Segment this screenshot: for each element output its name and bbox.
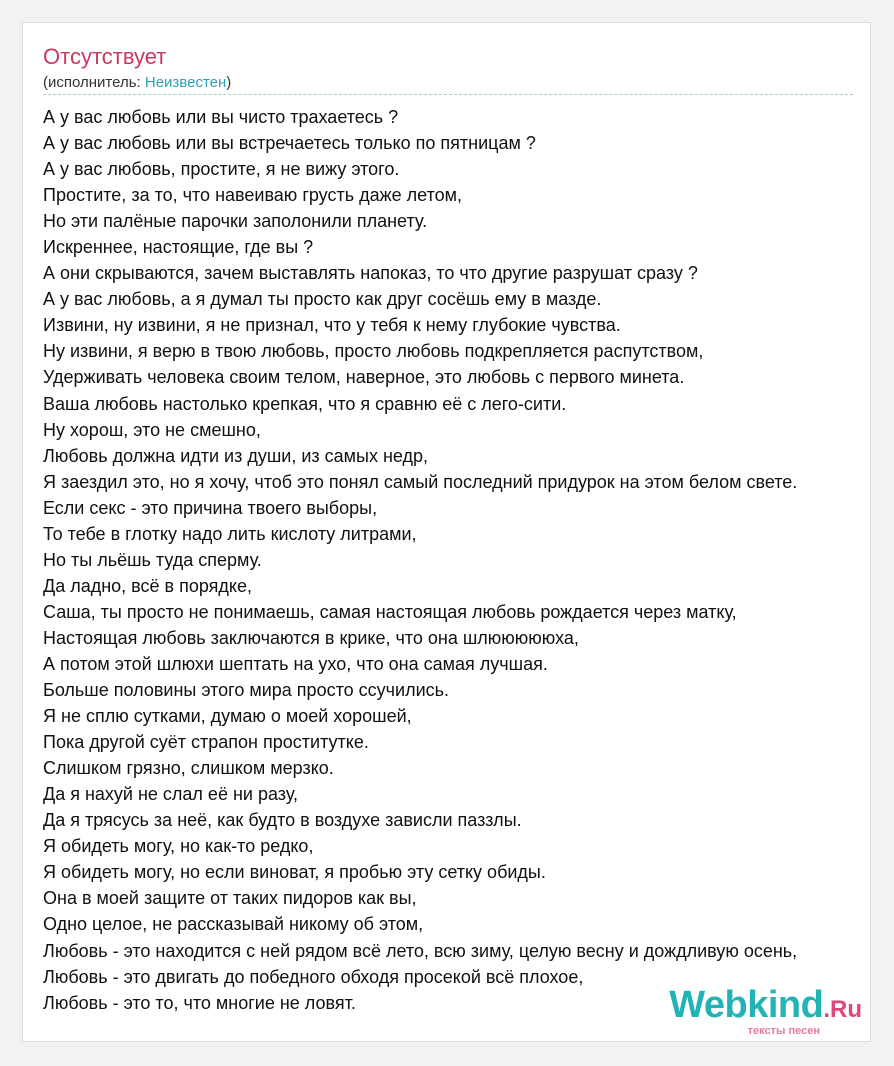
lyric-line: Простите, за то, что навеиваю грусть даже летом,	[43, 185, 463, 206]
lyric-line: А у вас любовь или вы чисто трахаетесь ?	[43, 107, 399, 127]
title-divider	[43, 94, 853, 95]
lyric-line: Искреннее, настоящие, где вы ?	[43, 237, 314, 258]
lyric-line: Любовь - это находится с ней рядом всё лето, всю зиму, целую весну и дождливую осень,	[43, 940, 798, 961]
lyric-line: А они скрываются, зачем выставлять напоказ, то что другие разрушат сразу ?	[43, 263, 698, 284]
artist-prefix: (исполнитель:	[43, 74, 145, 91]
lyric-line: Одно целое, не рассказывай никому об этом,	[43, 914, 424, 935]
lyric-line: Да я трясусь за неё, как будто в воздухе зависли паззлы.	[43, 810, 522, 831]
lyric-line: Слишком грязно, слишком мерзко.	[43, 758, 334, 779]
lyric-line: Я обидеть могу, но как-то редко,	[43, 836, 314, 857]
lyric-line: А у вас любовь, простите, я не вижу этого.	[43, 159, 400, 180]
lyric-line: Но ты льёшь туда сперму.	[43, 549, 262, 570]
artist-suffix: )	[226, 74, 232, 91]
logo-wordmark	[669, 986, 862, 1029]
lyric-line: То тебе в глотку надо лить кислоту литрами,	[43, 523, 417, 544]
lyric-line: Она в моей защите от таких пидоров как вы,	[43, 888, 417, 909]
lyric-line: Извини, ну извини, я не признал, что у тебя к нему глубокие чувства.	[43, 315, 621, 336]
artist-link[interactable]: Неизвестен	[144, 74, 227, 91]
lyric-line: Любовь - это двигать до победного обходя просекой всё плохое,	[43, 966, 584, 987]
lyric-line: Но эти палёные парочки заполонили планету.	[43, 211, 428, 232]
lyric-line: Да я нахуй не слал её ни разу,	[43, 784, 299, 805]
artist-line	[43, 73, 231, 93]
lyric-line: Любовь должна идти из души, из самых недр,	[43, 445, 429, 466]
lyric-line: Пока другой суёт страпон проститутке.	[43, 732, 369, 753]
lyric-line: Любовь - это то, что многие не ловят.	[43, 992, 356, 1013]
lyric-line: Я не сплю сутками, думаю о моей хорошей,	[43, 706, 412, 727]
lyric-line: Я обидеть могу, но если виноват, я пробью эту сетку обиды.	[43, 862, 546, 883]
lyric-line: Больше половины этого мира просто ссучились.	[43, 680, 450, 701]
lyric-line: Если секс - это причина твоего выборы,	[43, 497, 378, 518]
lyric-line: А у вас любовь, а я думал ты просто как друг сосёшь ему в мазде.	[43, 289, 602, 310]
lyric-line: Да ладно, всё в порядке,	[43, 575, 253, 596]
lyric-line: Ваша любовь настолько крепкая, что я сравню её с лего-сити.	[43, 393, 567, 414]
lyric-line: Ну извини, я верю в твою любовь, просто любовь подкрепляется распутством,	[43, 341, 704, 362]
logo-name: Webkind	[669, 984, 824, 1026]
lyrics-text	[43, 104, 871, 1016]
lyric-line: Настоящая любовь заключаются в крике, что она шлюююююха,	[43, 627, 579, 648]
lyric-line: Я заездил это, но я хочу, чтоб это понял самый последний придурок на этом белом свете.	[43, 471, 798, 492]
lyric-line: Ну хорош, это не смешно,	[43, 419, 261, 440]
lyric-line: А потом этой шлюхи шептать на ухо, что она самая лучшая.	[43, 653, 548, 674]
logo-tld: .Ru	[823, 996, 862, 1023]
site-logo[interactable]	[669, 986, 862, 1037]
logo-tagline: тексты песен	[747, 1025, 820, 1037]
lyrics-card	[22, 22, 871, 1042]
lyric-line: А у вас любовь или вы встречаетесь только по пятницам ?	[43, 133, 536, 154]
lyric-line: Удерживать человека своим телом, наверное, это любовь с первого минета.	[43, 367, 685, 388]
song-title: Отсутствует	[43, 44, 167, 69]
lyric-line: Саша, ты просто не понимаешь, самая настоящая любовь рождается через матку,	[43, 601, 737, 622]
